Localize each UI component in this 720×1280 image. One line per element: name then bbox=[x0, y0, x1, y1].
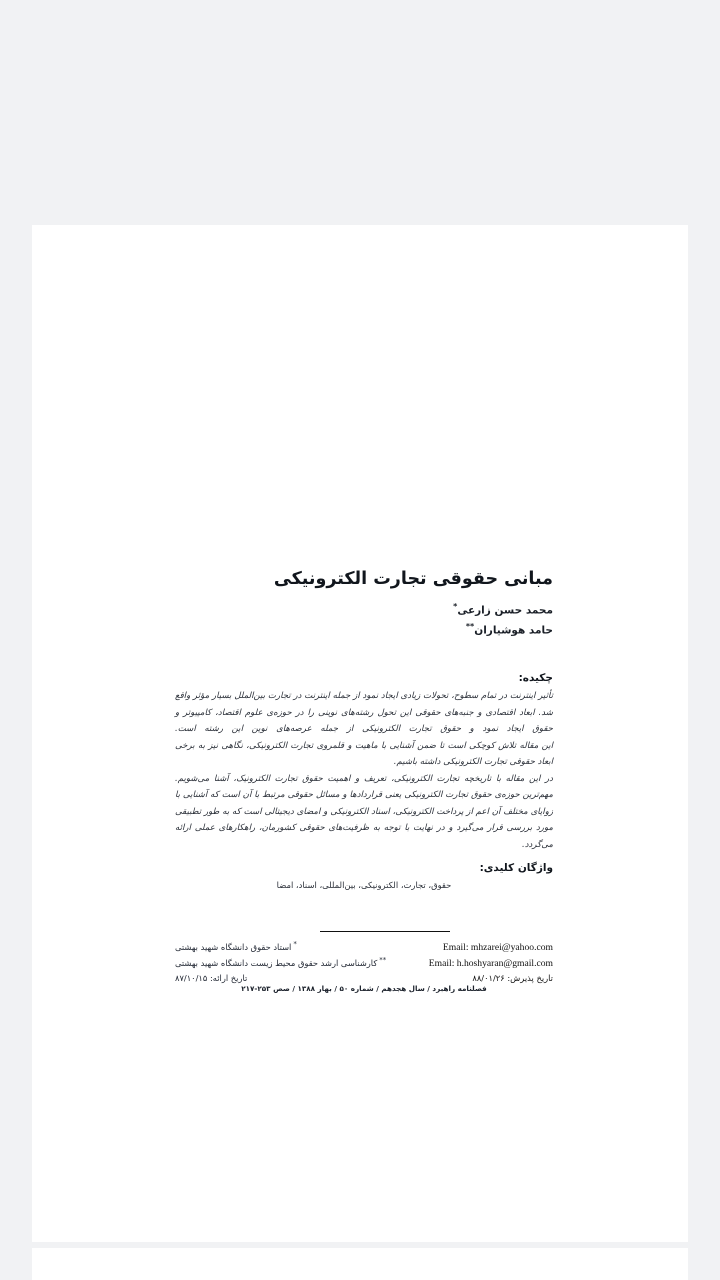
footnote-row-1 bbox=[175, 939, 553, 955]
footnote-block bbox=[175, 939, 553, 985]
footnote-affiliation-2-text: کارشناسی ارشد حقوق محیط زیست دانشگاه شهید بهشتی bbox=[175, 958, 378, 969]
abstract-body bbox=[175, 688, 553, 853]
author-1 bbox=[175, 600, 553, 620]
author-1-name: محمد حسن زارعی bbox=[457, 604, 553, 617]
keywords-value: حقوق، تجارت، الکترونیکی، بین‌المللی، اسناد، امضا bbox=[276, 880, 452, 890]
document-page-2 bbox=[32, 1248, 688, 1280]
footnote-marker-1: * bbox=[293, 940, 297, 948]
author-list bbox=[175, 600, 553, 640]
author-1-footnote-marker: * bbox=[453, 602, 458, 611]
footnote-marker-2: ** bbox=[379, 956, 387, 965]
acceptance-date: تاریخ پذیرش: ۸۸/۰۱/۲۶ bbox=[472, 972, 553, 983]
footnote-affiliation-1 bbox=[175, 939, 297, 954]
footnote-affiliation-1-text: استاد حقوق دانشگاه شهید بهشتی bbox=[175, 941, 292, 952]
abstract-paragraph-1: تأثیر اینترنت در تمام سطوح، تحولات زیادی ایجاد نمود از جمله اینترنت در تجارت بین‌الملل بسیار مؤثر واقع شد. ابعاد اقتصادی و جنبه‌های حقوقی این تحول رشته‌های نوینی را در حوزه‌ی علوم اقتصاد، کامپیوتر و حقوق ایجاد نمود و حقوق تجارت الکترونیکی از جمله عرصه‌های نوین این رشته است. bbox=[175, 691, 553, 734]
author-2 bbox=[175, 620, 553, 640]
author-2-name: حامد هوشیاران bbox=[474, 624, 553, 637]
keywords-heading: واژگان کلیدی: bbox=[479, 862, 553, 874]
author-2-footnote-marker: ** bbox=[465, 621, 475, 631]
footnote-separator-rule bbox=[320, 931, 450, 932]
submission-date: تاریخ ارائه: ۸۷/۱۰/۱۵ bbox=[175, 972, 248, 983]
abstract-paragraph-3: در این مقاله با تاریخچه تجارت الکترونیکی، تعریف و اهمیت حقوق تجارت الکترونیک، آشنا می‌شویم. مهم‌ترین حوزه‌ی حقوق تجارت الکترونیکی یعنی قراردادها و مسائل حقوقی مرتبط با آن است که آشنایی با زوایای مختلف آن اعم از پرداخت الکترونیکی، اسناد الکترونیکی و امضای دیجیتالی است که به طور تطبیقی مورد بررسی قرار می‌گیرد و در نهایت با توجه به ظرفیت‌های حقوقی کشورمان، راهکارهای عملی ارائه می‌گردد. bbox=[175, 773, 553, 850]
footnote-email-2[interactable]: Email: h.hoshyaran@gmail.com bbox=[428, 958, 553, 970]
footnote-email-1[interactable]: Email: mhzarei@yahoo.com bbox=[442, 941, 553, 953]
document-page-1 bbox=[32, 225, 688, 1242]
abstract-paragraph-2: این مقاله تلاش کوچکی است تا ضمن آشنایی با ماهیت و قلمروی تجارت الکترونیکی، نگاهی نیز به برخی ابعاد حقوقی تجارت الکترونیکی داشته باشیم. bbox=[175, 740, 553, 767]
page-title: مبانی حقوقی تجارت الکترونیکی bbox=[273, 569, 553, 589]
abstract-heading: چکیده: bbox=[518, 672, 553, 684]
footnote-affiliation-2 bbox=[175, 955, 386, 970]
journal-citation-line: فصلنامه راهبرد / سال هجدهم / شماره ۵۰ / بهار ۱۳۸۸ / صص ۲۵۳-۲۱۷ bbox=[241, 984, 487, 993]
footnote-row-2 bbox=[175, 955, 553, 971]
